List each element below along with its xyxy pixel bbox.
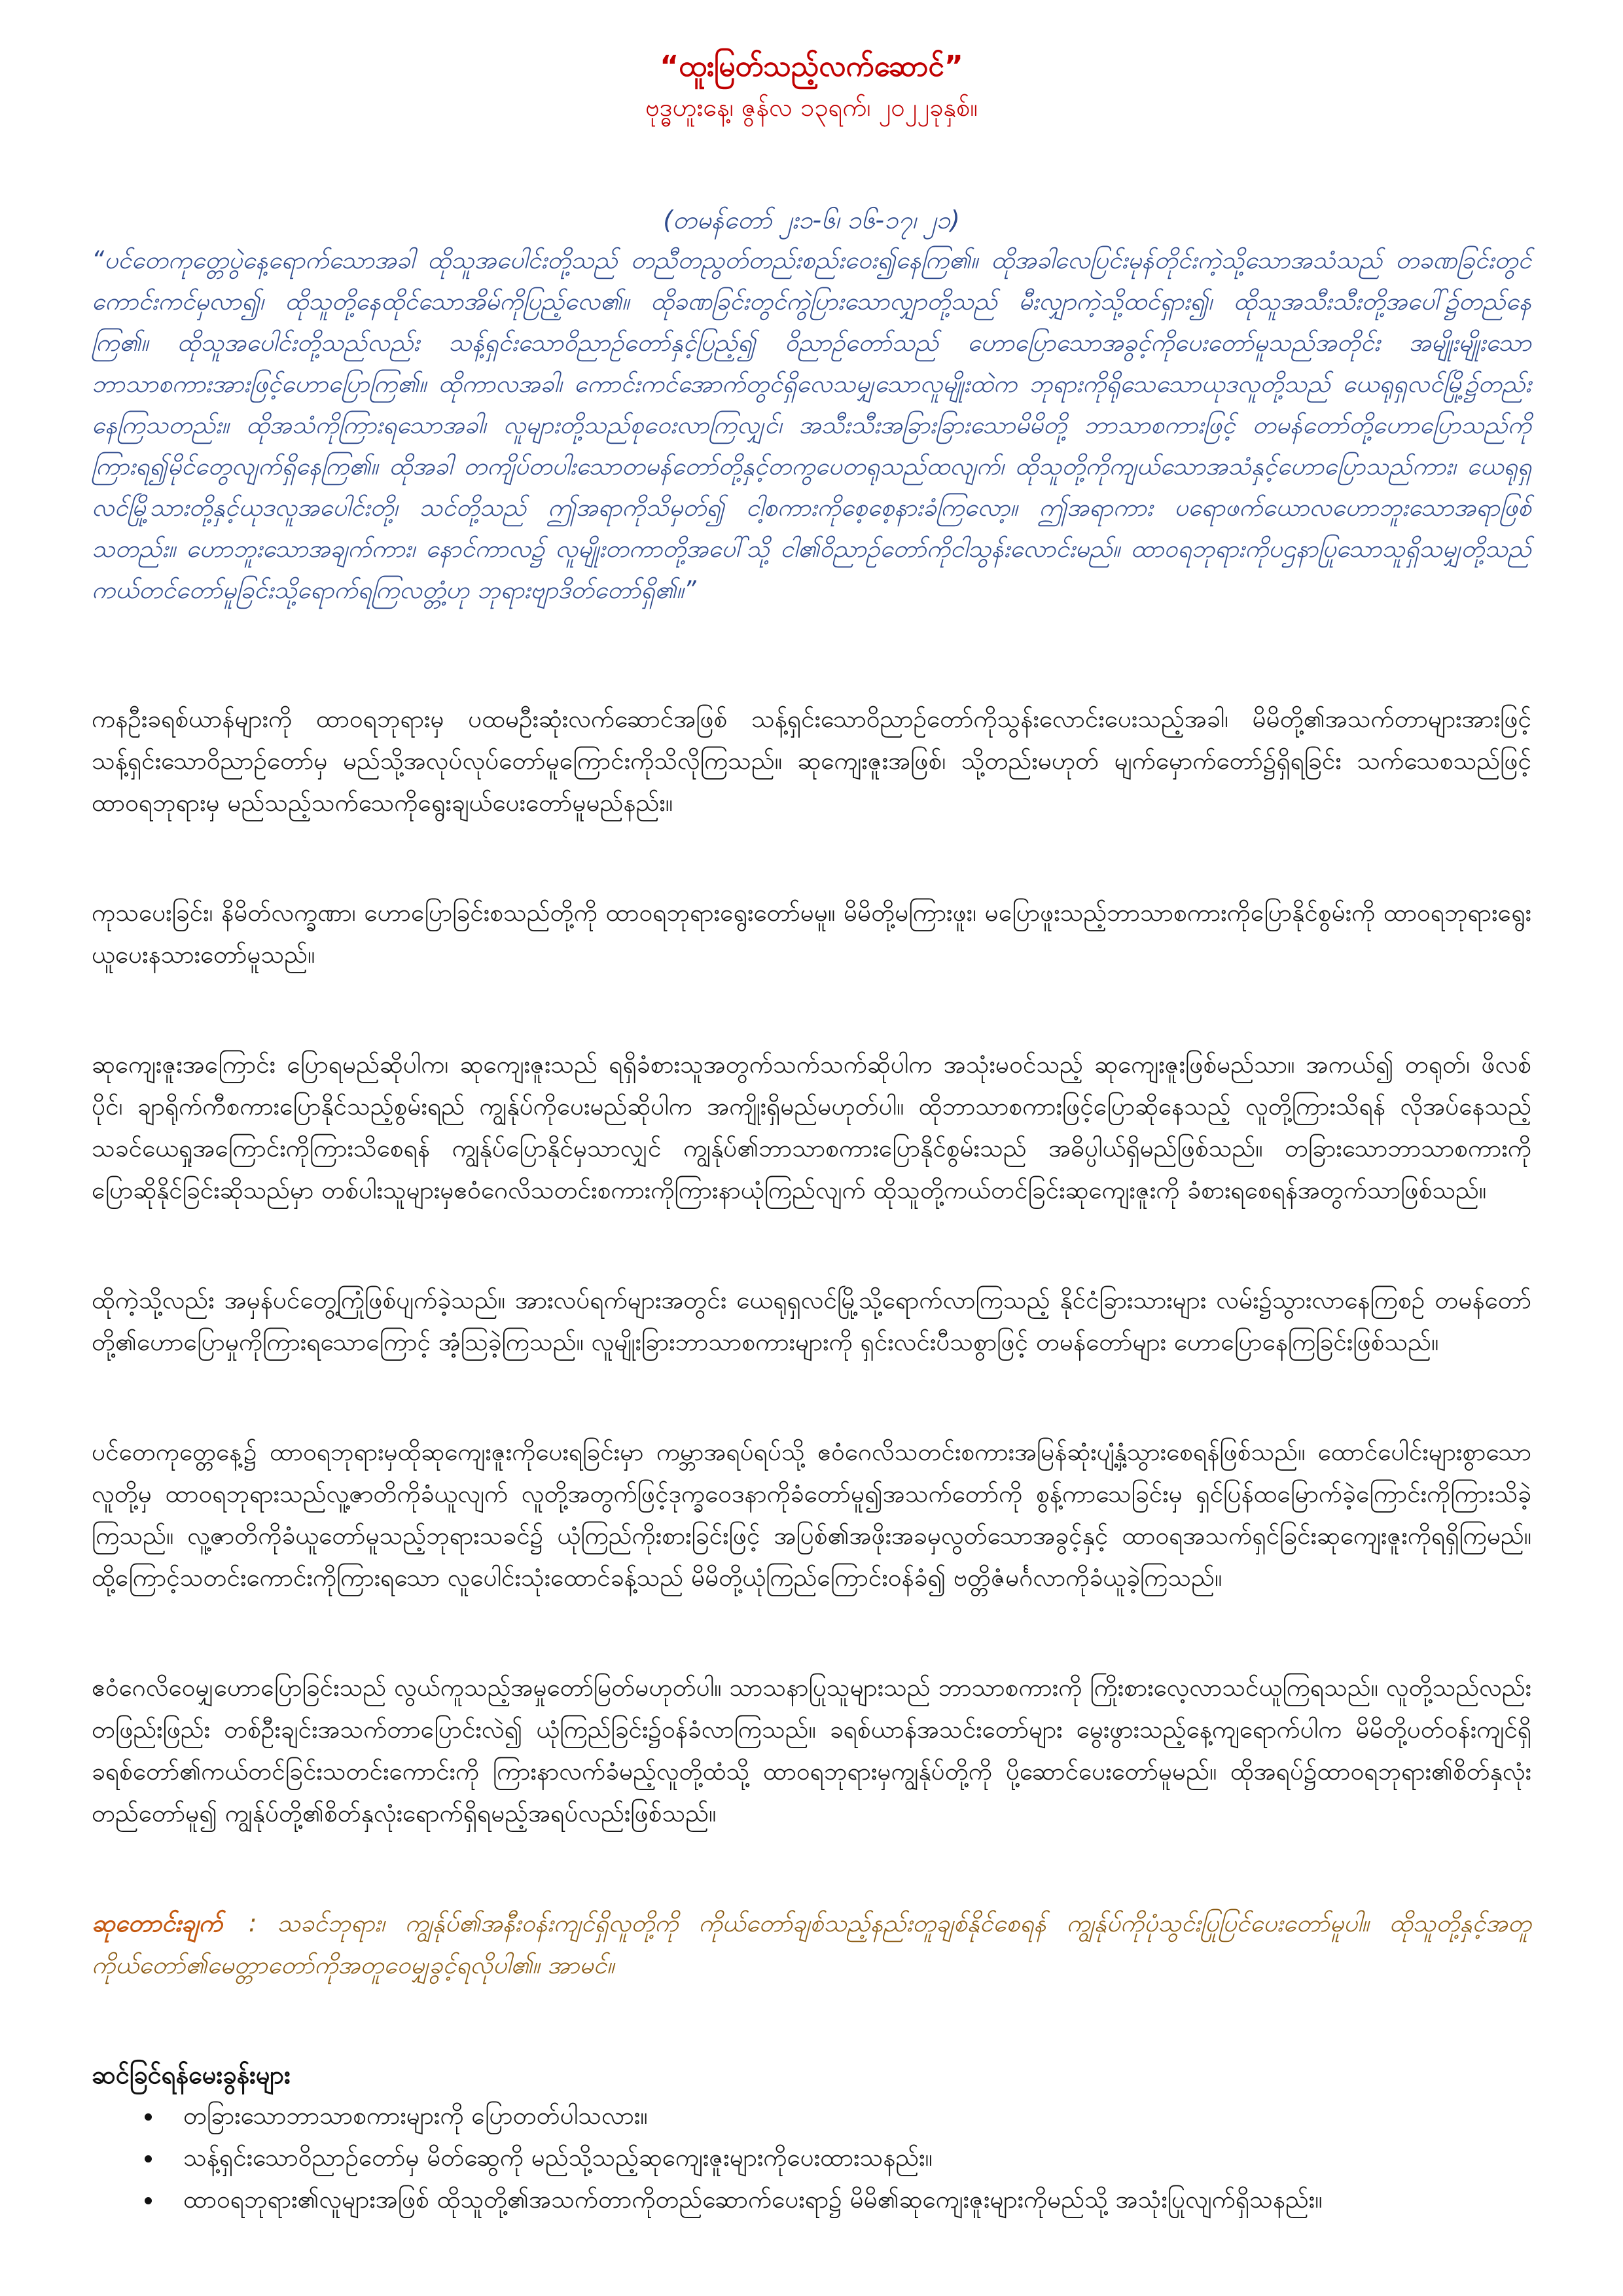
body-paragraph-3: ဆုကျေးဇူးအကြောင်း ပြောရမည်ဆိုပါက၊ ဆုကျေးဇူးသည် ရရှိခံစားသူအတွက်သက်သက်ဆိုပါက အသုံးမဝင်သည့် ဆုကျေးဇူးဖြစ်မည်သာ။ အကယ်၍ တရုတ်၊ ဖိလစ်ပိုင်၊ ချာရိုက်ကီစကားပြောနိုင်သည့်စွမ်းရည် ကျွန်ုပ်ကိုပေးမည်ဆိုပါက အကျိုးရှိမည်မဟုတ်ပါ။ ထိုဘာသာစကားဖြင့်ပြောဆိုနေသည့် လူတို့ကြားသိရန် လိုအပ်နေသည့်သခင်ယေရှုအကြောင်းကိုကြားသိစေရန် ကျွန်ုပ်ပြောနိုင်မှသာလျှင် ကျွန်ုပ်၏ဘာသာစကားပြောနိုင်စွမ်းသည် အဓိပ္ပါယ်ရှိမည်ဖြစ်သည်။ တခြားသောဘာသာစကားကိုပြောဆိုနိုင်ခြင်းဆိုသည်မှာ တစ်ပါးသူများမှဧဝံဂေလိသတင်းစကားကိုကြားနာယုံကြည်လျက် ထိုသူတို့ကယ်တင်ခြင်းဆုကျေးဇူးကို ခံစားရစေရန်အတွက်သာဖြစ်သည်။	[92, 1050, 1531, 1204]
body-paragraph-5: ပင်တေကုတ္တေနေ့၌ ထာဝရဘုရားမှထိုဆုကျေးဇူးကိုပေးရခြင်းမှာ ကမ္ဘာအရပ်ရပ်သို့ ဧဝံဂေလိသတင်းစကားအမြန်ဆုံးပျံ့နှံ့သွားစေရန်ဖြစ်သည်။ ထောင်ပေါင်းများစွာသောလူတို့မှ ထာဝရဘုရားသည်လူ့ဇာတိကိုခံယူလျက် လူတို့အတွက်ဖြင့်ဒုက္ခဝေဒနာကိုခံတော်မူ၍အသက်တော်ကို စွန့်ကာသေခြင်းမှ ရှင်ပြန်ထမြောက်ခဲ့ကြောင်းကိုကြားသိခဲ့ကြသည်။ လူ့ဇာတိကိုခံယူတော်မူသည့်ဘုရားသခင်၌ ယုံကြည်ကိုးစားခြင်းဖြင့် အပြစ်၏အဖိုးအခမှလွတ်သောအခွင့်နှင့် ထာဝရအသက်ရှင်ခြင်းဆုကျေးဇူးကိုရရှိကြမည်။ ထို့ကြောင့်သတင်းကောင်းကိုကြားရသော လူပေါင်းသုံးထောင်ခန့်သည် မိမိတို့ယုံကြည်ကြောင်းဝန်ခံ၍ ဗတ္တိဇံမင်္ဂလာကိုခံယူခဲ့ကြသည်။	[92, 1438, 1531, 1592]
scripture-quote: “ပင်တေကုတ္တေပွဲနေ့ရောက်သောအခါ ထိုသူအပေါင်းတို့သည် တညီတညွတ်တည်းစည်းဝေး၍နေကြ၏။ ထိုအခါလေပြင်းမုန်တိုင်းကဲ့သို့သောအသံသည် တခဏခြင်းတွင် ကောင်းကင်မှလာ၍၊ ထိုသူတို့နေထိုင်သောအိမ်ကိုပြည့်လေ၏။ ထိုခဏခြင်းတွင်ကွဲပြားသောလျှာတို့သည် မီးလျှာကဲ့သို့ထင်ရှား၍၊ ထိုသူအသီးသီးတို့အပေါ်၌တည်နေကြ၏။ ထိုသူအပေါင်းတို့သည်လည်း သန့်ရှင်းသောဝိညာဉ်တော်နှင့်ပြည့်၍ ဝိညာဉ်တော်သည် ဟောပြောသောအခွင့်ကိုပေးတော်မူသည်အတိုင်း အမျိုးမျိုးသောဘာသာစကားအားဖြင့်ဟောပြောကြ၏။ ထိုကာလအခါ၊ ကောင်းကင်အောက်တွင်ရှိလေသမျှသောလူမျိုးထဲက ဘုရားကိုရိုသေသောယုဒလူတို့သည် ယေရုရှလင်မြို့၌တည်းနေကြသတည်း။ ထိုအသံကိုကြားရသောအခါ၊ လူများတို့သည်စုဝေးလာကြလျှင်၊ အသီးသီးအခြားခြားသောမိမိတို့ ဘာသာစကားဖြင့် တမန်တော်တို့ဟောပြောသည်ကို ကြားရ၍မိုင်တွေလျက်ရှိနေကြ၏။ ထိုအခါ တကျိပ်တပါးသောတမန်တော်တို့နှင့်တကွပေတရုသည်ထလျက်၊ ထိုသူတို့ကိုကျယ်သောအသံနှင့်ဟောပြောသည်ကား၊ ယေရုရှလင်မြို့သားတို့နှင့်ယုဒလူအပေါင်းတို့၊ သင်တို့သည် ဤအရာကိုသိမှတ်၍ ငါ့စကားကိုစေ့စေ့နားခံကြလော့။ ဤအရာကား ပရောဖက်ယောလဟောဘူးသောအရာဖြစ်သတည်း။ ဟောဘူးသောအချက်ကား၊ နောင်ကာလ၌ လူမျိုးတကာတို့အပေါ်သို့ ငါ၏ဝိညာဉ်တော်ကိုငါသွန်းလောင်းမည်။ ထာဝရဘုရားကိုပဌနာပြုသောသူရှိသမျှတို့သည် ကယ်တင်တော်မူခြင်းသို့ရောက်ရကြလတ္တံ့ဟု ဘုရားဗျာဒိတ်တော်ရှိ၏။”	[92, 246, 1531, 604]
prayer-label: ဆုတောင်းချက်	[92, 1909, 223, 1937]
body-paragraph-1: ကနဦးခရစ်ယာန်များကို ထာဝရဘုရားမှ ပထမဦးဆုံးလက်ဆောင်အဖြစ် သန့်ရှင်းသောဝိညာဉ်တော်ကိုသွန်းလောင်းပေးသည့်အခါ၊ မိမိတို့၏အသက်တာများအားဖြင့် သန့်ရှင်းသောဝိညာဉ်တော်မှ မည်သို့အလုပ်လုပ်တော်မူကြောင်းကိုသိလိုကြသည်။ ဆုကျေးဇူးအဖြစ်၊ သို့တည်းမဟုတ် မျက်မှောက်တော်၌ရှိရခြင်း သက်သေစသည်ဖြင့် ထာဝရဘုရားမှ မည်သည့်သက်သေကိုရွေးချယ်ပေးတော်မူမည်နည်း။	[92, 705, 1531, 817]
prayer-block	[92, 1903, 1531, 1986]
questions-heading: ဆင်ခြင်ရန်မေးခွန်းများ	[92, 2060, 291, 2089]
question-item: • သန့်ရှင်းသောဝိညာဉ်တော်မှ မိတ်ဆွေကို မည်သို့သည့်ဆုကျေးဇူးများကိုပေးထားသနည်း။	[164, 2137, 1531, 2179]
body-paragraph-2: ကုသပေးခြင်း၊ နိမိတ်လက္ခဏာ၊ ဟောပြောခြင်းစသည်တို့ကို ထာဝရဘုရားရွေးတော်မမူ။ မိမိတို့မကြားဖူး၊ မပြောဖူးသည့်ဘာသာစကားကိုပြောနိုင်စွမ်းကို ထာဝရဘုရားရွေးယူပေးနသားတော်မူသည်။	[92, 899, 1531, 969]
body-paragraph-6: ဧဝံဂေလိဝေမျှဟောပြောခြင်းသည် လွယ်ကူသည့်အမှုတော်မြတ်မဟုတ်ပါ။ သာသနာပြုသူများသည် ဘာသာစကားကို ကြိုးစားလေ့လာသင်ယူကြရသည်။ လူတို့သည်လည်းတဖြည်းဖြည်း တစ်ဦးချင်းအသက်တာပြောင်းလဲ၍ ယုံကြည်ခြင်း၌ဝန်ခံလာကြသည်။ ခရစ်ယာန်အသင်းတော်များ မွေးဖွားသည့်နေ့ကျရောက်ပါက မိမိတို့ပတ်ဝန်းကျင်ရှိ ခရစ်တော်၏ကယ်တင်ခြင်းသတင်းကောင်းကို ကြားနာလက်ခံမည့်လူတို့ထံသို့ ထာဝရဘုရားမှကျွန်ုပ်တို့ကို ပို့ဆောင်ပေးတော်မူမည်။ ထိုအရပ်၌ထာဝရဘုရား၏စိတ်နှလုံးတည်တော်မူ၍ ကျွန်ုပ်တို့၏စိတ်နှလုံးရောက်ရှိရမည့်အရပ်လည်းဖြစ်သည်။	[92, 1674, 1531, 1827]
questions-list	[92, 2095, 1531, 2221]
question-item: • ထာဝရဘုရား၏လူများအဖြစ် ထိုသူတို့၏အသက်တာကိုတည်ဆောက်ပေးရာ၌ မိမိ၏ဆုကျေးဇူးများကိုမည်သို့ အသုံးပြုလျက်ရှိသနည်း။	[164, 2179, 1531, 2221]
page-date: ဗုဒ္ဓဟူးနေ့၊ ဇွန်လ ၁၃ရက်၊ ၂၀၂၂ခုနှစ်။	[645, 93, 978, 122]
question-item: • တခြားသောဘာသာစကားများကို ပြောတတ်ပါသလား။	[164, 2095, 1531, 2137]
prayer-text: : သခင်ဘုရား၊ ကျွန်ုပ်၏အနီးဝန်းကျင်ရှိလူတို့ကို ကိုယ်တော်ချစ်သည့်နည်းတူချစ်နိုင်စေရန် ကျွန်ုပ်ကိုပုံသွင်းပြုပြင်ပေးတော်မူပါ။ ထိုသူတို့နှင့်အတူ ကိုယ်တော်၏မေတ္တာတော်ကိုအတူဝေမျှခွင့်ရလိုပါ၏။ အာမင်။	[92, 1909, 1531, 1979]
scripture-reference: (တမန်တော် ၂း၁-၆၊ ၁၆-၁၇၊ ၂၁)	[663, 206, 960, 234]
body-paragraph-4: ထိုကဲ့သို့လည်း အမှန်ပင်တွေ့ကြုံဖြစ်ပျက်ခဲ့သည်။ အားလပ်ရက်များအတွင်း ယေရုရှလင်မြို့သို့ရောက်လာကြသည့် နိုင်ငံခြားသားများ လမ်း၌သွားလာနေကြစဉ် တမန်တော်တို့၏ဟောပြောမှုကိုကြားရသောကြောင့် အံ့သြခဲ့ကြသည်။ လူမျိုးခြားဘာသာစကားများကို ရှင်းလင်းပီသစွာဖြင့် တမန်တော်များ ဟောပြောနေကြခြင်းဖြစ်သည်။	[92, 1286, 1531, 1356]
page-title: “ထူးမြတ်သည့်လက်ဆောင်”	[660, 50, 963, 83]
